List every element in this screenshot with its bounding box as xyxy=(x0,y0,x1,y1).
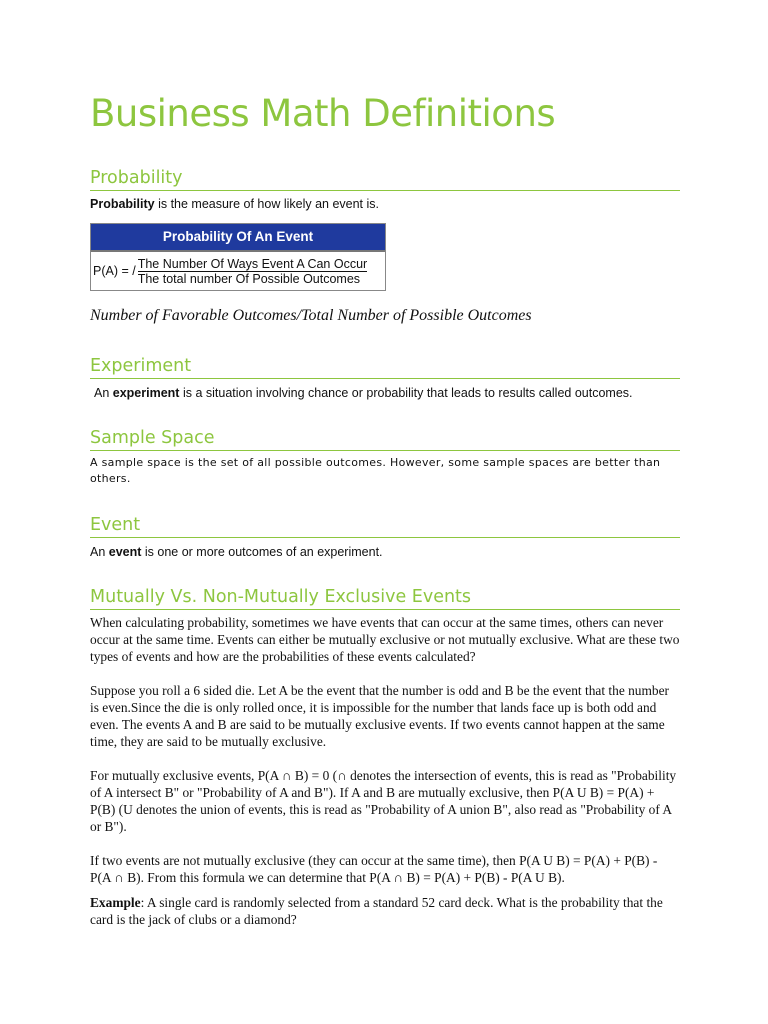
probability-table xyxy=(90,223,386,291)
mutual-paragraph-3: For mutually exclusive events, P(A ∩ B) = 0 (∩ denotes the intersection of events, this is read as "Probability of A intersect B" or "Probability of A and B"). If A and B are mutually exclusive, then P(A U B) = P(A) + P(B) (U denotes the union of events, this is read as "Probability of A union B", also read as "Probability of A or B"). xyxy=(90,768,677,834)
heading-probability: Probability xyxy=(90,168,680,191)
heading-experiment: Experiment xyxy=(90,356,680,379)
term-experiment: experiment xyxy=(112,386,180,400)
formula-numerator: The Number Of Ways Event A Can Occur xyxy=(137,256,368,271)
term-event: event xyxy=(108,545,142,559)
heading-event: Event xyxy=(90,515,680,538)
probability-definition: Probability is the measure of how likely an event is. xyxy=(90,197,380,211)
heading-sample-space: Sample Space xyxy=(90,428,680,451)
event-definition: An event is one or more outcomes of an experiment. xyxy=(90,545,383,559)
experiment-definition: An experiment is a situation involving chance or probability that leads to results called outcomes. xyxy=(94,386,633,400)
heading-mutually-exclusive: Mutually Vs. Non-Mutually Exclusive Events xyxy=(90,587,680,610)
formula-lhs: P(A) = / xyxy=(93,264,136,278)
example-label: Example xyxy=(90,895,141,910)
mutual-paragraph-4: If two events are not mutually exclusive (they can occur at the same time), then P(A U B) = P(A) + P(B) - P(A ∩ B). From this formula we can determine that P(A ∩ B) = P(A) + P(B) - P(A U B). xyxy=(90,853,658,885)
mutual-paragraph-2: Suppose you roll a 6 sided die. Let A be the event that the number is odd and B be the event that the number is even.Since the die is only rolled once, it is impossible for the number that lands face up is both odd and even. The events A and B are said to be mutually exclusive events. If two events cannot happen at the same time, they are said to be mutually exclusive. xyxy=(90,683,670,749)
sample-space-definition: A sample space is the set of all possible outcomes. However, some sample spaces are better than others. xyxy=(90,456,661,485)
probability-table-body xyxy=(91,252,385,290)
probability-formula-text: Number of Favorable Outcomes/Total Number of Possible Outcomes xyxy=(90,307,532,324)
term-probability: Probability xyxy=(90,197,155,211)
page-title: Business Math Definitions xyxy=(90,92,556,135)
formula-fraction xyxy=(138,257,367,286)
probability-table-header: Probability Of An Event xyxy=(91,224,385,252)
formula-denominator: The total number Of Possible Outcomes xyxy=(137,271,361,286)
mutual-paragraph-1: When calculating probability, sometimes we have events that can occur at the same times, others can never occur at the same time. Events can either be mutually exclusive or not mutually exclusive. What are these two types of events and how are the probabilities of these events calculated? xyxy=(90,615,680,664)
example-paragraph: Example: A single card is randomly selected from a standard 52 card deck. What is the probability that the card is the jack of clubs or a diamond? xyxy=(90,895,663,927)
